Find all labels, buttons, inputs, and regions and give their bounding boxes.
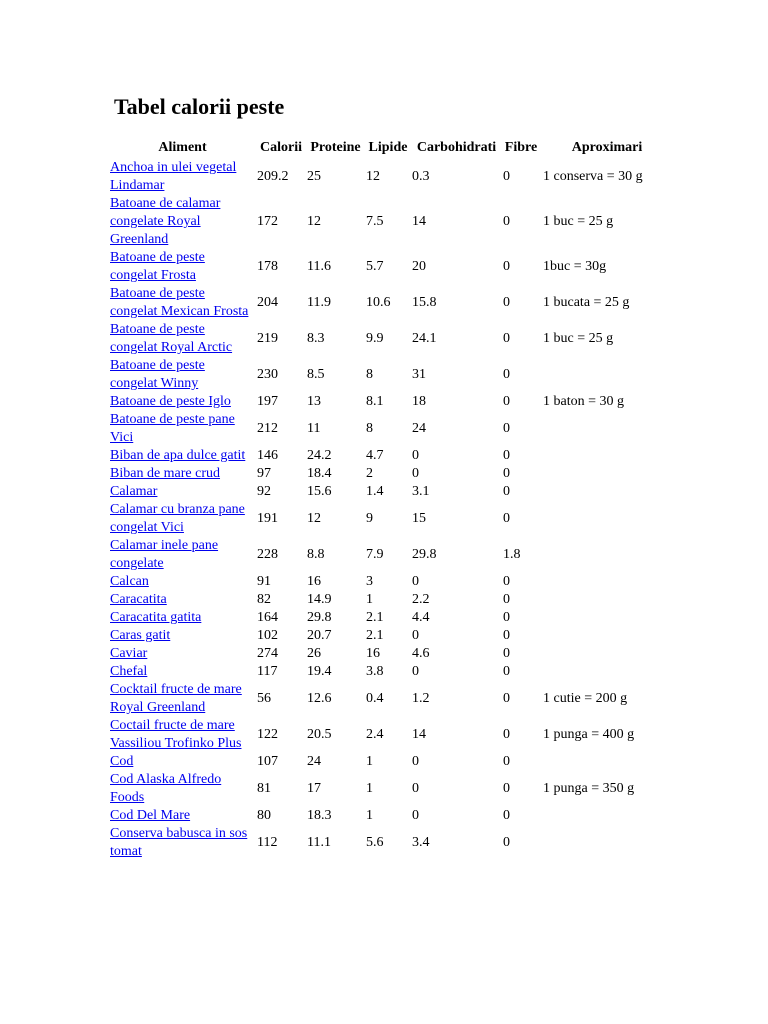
cell-proteine: 8.3: [307, 331, 325, 346]
cell-aproximari: [540, 447, 674, 465]
cell-calorii: 81: [257, 781, 271, 796]
cell-carbohidrati: 15.8: [412, 295, 437, 310]
cell-carbohidrati: 0: [412, 781, 419, 796]
cell-lipide: 2: [366, 466, 373, 481]
cell-aliment: [109, 537, 256, 573]
table-row: [109, 807, 674, 825]
table-row: [109, 159, 674, 195]
table-row: [109, 663, 674, 681]
cell-aliment: [109, 501, 256, 537]
cell-aliment: [109, 753, 256, 771]
table-row: [109, 645, 674, 663]
cell-fibre: 0: [503, 295, 510, 310]
cell-proteine: 8.5: [307, 367, 325, 382]
food-link[interactable]: Batoane de calamar congelate Royal Greenland: [110, 196, 221, 247]
cell-fibre: 0: [503, 448, 510, 463]
calorie-table: [109, 137, 674, 861]
cell-calorii: 191: [257, 511, 278, 526]
cell-carbohidrati: 14: [412, 214, 426, 229]
cell-lipide: 1.4: [366, 484, 384, 499]
cell-aproximari: 1 punga = 400 g: [543, 727, 635, 742]
cell-aproximari: [540, 537, 674, 573]
cell-proteine: 11.9: [307, 295, 331, 310]
food-link[interactable]: Calamar: [110, 484, 158, 499]
cell-aproximari: 1 baton = 30 g: [543, 394, 624, 409]
cell-carbohidrati: 14: [412, 727, 426, 742]
table-row: [109, 609, 674, 627]
cell-carbohidrati: 0: [412, 466, 419, 481]
table-row: [109, 411, 674, 447]
cell-lipide: 10.6: [366, 295, 391, 310]
food-link[interactable]: Caracatita gatita: [110, 610, 202, 625]
cell-carbohidrati: 24: [412, 421, 426, 436]
cell-fibre: 0: [503, 646, 510, 661]
cell-fibre: 0: [503, 331, 510, 346]
cell-lipide: 9: [366, 511, 373, 526]
cell-calorii: 80: [257, 808, 271, 823]
header-calorii: Calorii: [260, 140, 302, 155]
cell-calorii: 146: [257, 448, 278, 463]
food-link[interactable]: Caviar: [110, 646, 148, 661]
cell-fibre: 0: [503, 466, 510, 481]
cell-calorii: 91: [257, 574, 271, 589]
cell-aliment: [109, 411, 256, 447]
cell-lipide: 9.9: [366, 331, 384, 346]
cell-calorii: 56: [257, 691, 271, 706]
cell-proteine: 17: [307, 781, 321, 796]
cell-carbohidrati: 31: [412, 367, 426, 382]
cell-fibre: 0: [503, 691, 510, 706]
cell-aliment: [109, 645, 256, 663]
cell-aproximari: [540, 807, 674, 825]
cell-aproximari: [540, 627, 674, 645]
cell-aproximari: [540, 825, 674, 861]
table-row: [109, 771, 674, 807]
cell-calorii: 102: [257, 628, 278, 643]
cell-lipide: 2.4: [366, 727, 384, 742]
cell-calorii: 219: [257, 331, 278, 346]
food-link[interactable]: Batoane de peste congelat Royal Arctic: [110, 322, 233, 355]
table-row: [109, 627, 674, 645]
cell-proteine: 25: [307, 169, 321, 184]
cell-carbohidrati: 18: [412, 394, 426, 409]
cell-fibre: 0: [503, 484, 510, 499]
cell-aliment: [109, 825, 256, 861]
cell-aproximari: [540, 753, 674, 771]
food-link[interactable]: Conserva babusca in sos tomat: [110, 826, 248, 859]
table-row: [109, 465, 674, 483]
cell-carbohidrati: 0.3: [412, 169, 430, 184]
cell-lipide: 0.4: [366, 691, 384, 706]
cell-carbohidrati: 15: [412, 511, 426, 526]
cell-fibre: 0: [503, 808, 510, 823]
table-row: [109, 195, 674, 249]
cell-aliment: [109, 195, 256, 249]
cell-carbohidrati: 3.1: [412, 484, 430, 499]
cell-fibre: 1.8: [503, 547, 521, 562]
cell-aliment: [109, 159, 256, 195]
cell-aproximari: [540, 357, 674, 393]
cell-lipide: 1: [366, 808, 373, 823]
table-header-row: [109, 137, 674, 159]
cell-proteine: 18.4: [307, 466, 332, 481]
cell-fibre: 0: [503, 169, 510, 184]
cell-carbohidrati: 2.2: [412, 592, 430, 607]
cell-lipide: 5.7: [366, 259, 384, 274]
cell-fibre: 0: [503, 367, 510, 382]
cell-fibre: 0: [503, 727, 510, 742]
cell-aliment: [109, 285, 256, 321]
cell-carbohidrati: 1.2: [412, 691, 430, 706]
cell-proteine: 8.8: [307, 547, 325, 562]
cell-lipide: 1: [366, 592, 373, 607]
cell-proteine: 12: [307, 511, 321, 526]
cell-calorii: 230: [257, 367, 278, 382]
cell-lipide: 3: [366, 574, 373, 589]
header-aliment: Aliment: [158, 140, 207, 155]
header-proteine: Proteine: [310, 140, 361, 155]
header-carbohidrati: Carbohidrati: [416, 140, 497, 155]
cell-fibre: 0: [503, 394, 510, 409]
header-lipide: Lipide: [368, 140, 408, 155]
food-link[interactable]: Batoane de peste congelat Winny: [110, 358, 205, 391]
food-link[interactable]: Batoane de peste congelat Frosta: [110, 250, 205, 283]
cell-fibre: 0: [503, 259, 510, 274]
cell-lipide: 3.8: [366, 664, 384, 679]
food-link[interactable]: Coctail fructe de mare Vassiliou Trofinko Plus: [110, 718, 242, 751]
cell-fibre: 0: [503, 835, 510, 850]
cell-carbohidrati: 0: [412, 808, 419, 823]
cell-calorii: 228: [257, 547, 278, 562]
cell-calorii: 122: [257, 727, 278, 742]
cell-aliment: [109, 627, 256, 645]
table-row: [109, 285, 674, 321]
cell-calorii: 92: [257, 484, 271, 499]
cell-carbohidrati: 0: [412, 574, 419, 589]
cell-aproximari: [540, 411, 674, 447]
cell-carbohidrati: 29.8: [412, 547, 437, 562]
food-link[interactable]: Calamar inele pane congelate: [110, 538, 219, 571]
cell-aproximari: [540, 573, 674, 591]
cell-aproximari: 1buc = 30g: [543, 259, 607, 274]
table-row: [109, 321, 674, 357]
table-row: [109, 501, 674, 537]
cell-aliment: [109, 465, 256, 483]
cell-lipide: 2.1: [366, 610, 384, 625]
cell-carbohidrati: 0: [412, 448, 419, 463]
cell-fibre: 0: [503, 214, 510, 229]
cell-aliment: [109, 573, 256, 591]
cell-calorii: 197: [257, 394, 278, 409]
cell-calorii: 209.2: [257, 169, 289, 184]
food-link[interactable]: Biban de mare crud: [110, 466, 221, 481]
cell-proteine: 15.6: [307, 484, 332, 499]
cell-proteine: 19.4: [307, 664, 332, 679]
table-row: [109, 825, 674, 861]
cell-proteine: 20.7: [307, 628, 332, 643]
cell-fibre: 0: [503, 421, 510, 436]
cell-aproximari: [540, 483, 674, 501]
page-title: Tabel calorii peste: [114, 94, 285, 119]
food-link[interactable]: Batoane de peste pane Vici: [110, 412, 235, 445]
cell-aproximari: 1 punga = 350 g: [543, 781, 635, 796]
cell-carbohidrati: 0: [412, 664, 419, 679]
cell-proteine: 12: [307, 214, 321, 229]
food-link[interactable]: Cocktail fructe de mare Royal Greenland: [110, 682, 242, 715]
cell-lipide: 5.6: [366, 835, 384, 850]
cell-aliment: [109, 393, 256, 411]
cell-carbohidrati: 20: [412, 259, 426, 274]
cell-fibre: 0: [503, 664, 510, 679]
cell-lipide: 8.1: [366, 394, 384, 409]
cell-carbohidrati: 4.4: [412, 610, 430, 625]
cell-calorii: 107: [257, 754, 278, 769]
cell-calorii: 274: [257, 646, 278, 661]
table-row: [109, 393, 674, 411]
cell-proteine: 26: [307, 646, 321, 661]
cell-aproximari: [540, 609, 674, 627]
cell-lipide: 1: [366, 754, 373, 769]
cell-aliment: [109, 357, 256, 393]
cell-aproximari: [540, 591, 674, 609]
cell-lipide: 8: [366, 367, 373, 382]
table-body: [109, 159, 674, 861]
cell-proteine: 18.3: [307, 808, 332, 823]
cell-aliment: [109, 681, 256, 717]
cell-aliment: [109, 591, 256, 609]
cell-lipide: 7.5: [366, 214, 384, 229]
header-fibre: Fibre: [504, 140, 538, 155]
cell-lipide: 4.7: [366, 448, 384, 463]
cell-proteine: 12.6: [307, 691, 332, 706]
cell-calorii: 112: [257, 835, 278, 850]
cell-carbohidrati: 4.6: [412, 646, 430, 661]
cell-carbohidrati: 0: [412, 628, 419, 643]
cell-lipide: 16: [366, 646, 380, 661]
cell-aproximari: [540, 663, 674, 681]
cell-proteine: 24: [307, 754, 321, 769]
cell-aliment: [109, 717, 256, 753]
cell-fibre: 0: [503, 754, 510, 769]
cell-lipide: 8: [366, 421, 373, 436]
food-link[interactable]: Caras gatit: [110, 628, 171, 643]
table-row: [109, 681, 674, 717]
cell-calorii: 164: [257, 610, 278, 625]
cell-carbohidrati: 3.4: [412, 835, 430, 850]
cell-lipide: 1: [366, 781, 373, 796]
cell-lipide: 2.1: [366, 628, 384, 643]
food-link[interactable]: Cod: [110, 754, 134, 769]
cell-proteine: 11.6: [307, 259, 331, 274]
cell-aproximari: [540, 501, 674, 537]
cell-aproximari: 1 buc = 25 g: [543, 331, 614, 346]
cell-aproximari: [540, 645, 674, 663]
cell-calorii: 82: [257, 592, 271, 607]
cell-aliment: [109, 321, 256, 357]
cell-fibre: 0: [503, 781, 510, 796]
cell-calorii: 212: [257, 421, 278, 436]
cell-carbohidrati: 24.1: [412, 331, 437, 346]
food-link[interactable]: Cod Del Mare: [110, 808, 191, 823]
cell-aliment: [109, 609, 256, 627]
table-row: [109, 591, 674, 609]
cell-aliment: [109, 447, 256, 465]
cell-fibre: 0: [503, 574, 510, 589]
header-aproximari: Aproximari: [571, 140, 643, 155]
cell-proteine: 11: [307, 421, 321, 436]
cell-proteine: 11.1: [307, 835, 331, 850]
table-row: [109, 753, 674, 771]
table-row: [109, 537, 674, 573]
cell-proteine: 24.2: [307, 448, 332, 463]
cell-proteine: 16: [307, 574, 321, 589]
cell-calorii: 204: [257, 295, 278, 310]
cell-calorii: 178: [257, 259, 278, 274]
cell-lipide: 7.9: [366, 547, 384, 562]
cell-calorii: 172: [257, 214, 278, 229]
table-row: [109, 357, 674, 393]
food-link[interactable]: Caracatita: [110, 592, 167, 607]
food-link[interactable]: Cod Alaska Alfredo Foods: [110, 772, 222, 805]
food-link[interactable]: Calamar cu branza pane congelat Vici: [110, 502, 245, 535]
cell-carbohidrati: 0: [412, 754, 419, 769]
cell-calorii: 97: [257, 466, 271, 481]
cell-proteine: 13: [307, 394, 321, 409]
cell-calorii: 117: [257, 664, 278, 679]
cell-aproximari: 1 bucata = 25 g: [543, 295, 630, 310]
cell-aproximari: 1 conserva = 30 g: [543, 169, 643, 184]
cell-aliment: [109, 807, 256, 825]
cell-aliment: [109, 483, 256, 501]
food-link[interactable]: Batoane de peste congelat Mexican Frosta: [110, 286, 249, 319]
cell-fibre: 0: [503, 511, 510, 526]
cell-aproximari: 1 cutie = 200 g: [543, 691, 628, 706]
cell-proteine: 29.8: [307, 610, 332, 625]
cell-fibre: 0: [503, 628, 510, 643]
table-row: [109, 717, 674, 753]
cell-aproximari: [540, 465, 674, 483]
cell-fibre: 0: [503, 610, 510, 625]
cell-aliment: [109, 771, 256, 807]
food-link[interactable]: Batoane de peste Iglo: [110, 394, 231, 409]
food-link[interactable]: Biban de apa dulce gatit: [110, 448, 246, 463]
table-row: [109, 483, 674, 501]
table-row: [109, 249, 674, 285]
food-link[interactable]: Chefal: [110, 664, 148, 679]
table-row: [109, 447, 674, 465]
cell-lipide: 12: [366, 169, 380, 184]
cell-aliment: [109, 663, 256, 681]
table-row: [109, 573, 674, 591]
cell-aproximari: 1 buc = 25 g: [543, 214, 614, 229]
food-link[interactable]: Calcan: [110, 574, 149, 589]
cell-proteine: 20.5: [307, 727, 332, 742]
cell-proteine: 14.9: [307, 592, 332, 607]
cell-aliment: [109, 249, 256, 285]
food-link[interactable]: Anchoa in ulei vegetal Lindamar: [110, 160, 237, 193]
cell-fibre: 0: [503, 592, 510, 607]
